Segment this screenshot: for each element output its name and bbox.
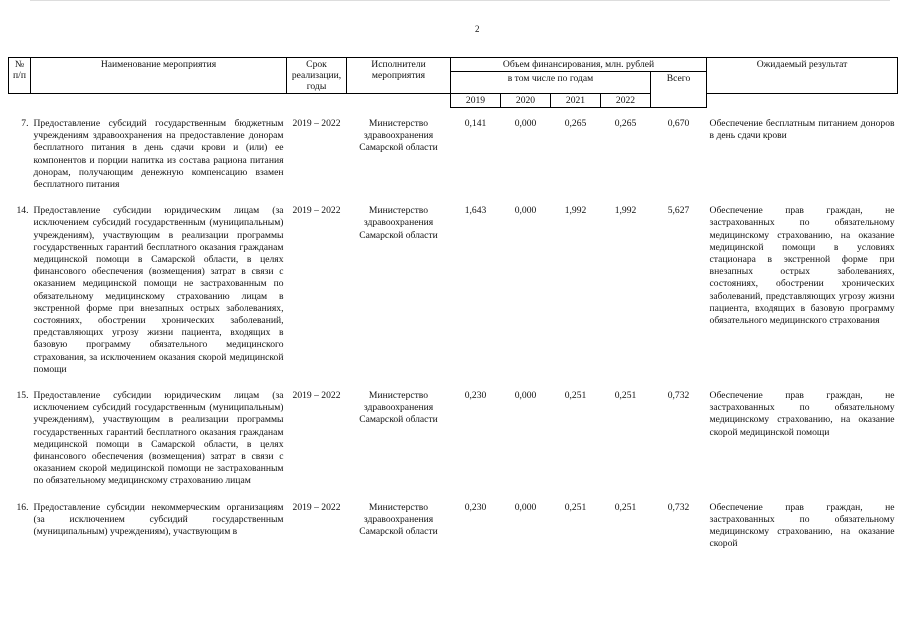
row-2021: 0,251 bbox=[564, 390, 587, 402]
row-2019: 0,230 bbox=[464, 501, 487, 513]
row-total: 0,670 bbox=[667, 118, 690, 129]
row-2019: 0,141 bbox=[464, 118, 487, 129]
header-by-years: в том числе по годам bbox=[451, 72, 651, 94]
row-term: 2019 – 2022 bbox=[292, 205, 341, 217]
header-term: Срок реализации, годы bbox=[287, 58, 347, 94]
header-year-2021: 2021 bbox=[551, 94, 601, 108]
row-result: Обеспечение прав граждан, не застрахованных по обязательному медицинскому страхованию, на оказание медицинской помощи в условиях стационара в экстренной форме при внезапных острых заболеваниях, состояниях, обострении хронических заболеваний, представляющих угрозу жизни пациента, входящих в базовую программу обязательного медицинского страхования bbox=[709, 205, 895, 327]
row-total: 5,627 bbox=[667, 205, 690, 217]
row-result: Обеспечение прав граждан, не застрахованных по обязательному медицинскому страхованию, на оказание скорой bbox=[709, 501, 895, 550]
row-total: 0,732 bbox=[667, 390, 690, 402]
row-term: 2019 – 2022 bbox=[292, 118, 341, 129]
header-funding: Объем финансирования, млн. рублей bbox=[451, 58, 707, 72]
row-term: 2019 – 2022 bbox=[292, 501, 341, 513]
header-year-2019: 2019 bbox=[451, 94, 501, 108]
row-2020: 0,000 bbox=[514, 501, 537, 513]
table-row bbox=[9, 114, 898, 201]
program-table bbox=[8, 57, 898, 561]
table-row bbox=[9, 201, 898, 386]
row-number: 14. bbox=[16, 205, 29, 217]
row-2020: 0,000 bbox=[514, 118, 537, 129]
row-executor: Министерство здравоохранения Самарской области bbox=[359, 118, 438, 154]
header-year-2020: 2020 bbox=[501, 94, 551, 108]
table-row bbox=[9, 498, 898, 561]
header-total: Всего bbox=[651, 72, 707, 108]
row-term: 2019 – 2022 bbox=[292, 390, 341, 402]
page-number: 2 bbox=[475, 24, 480, 34]
row-name: Предоставление субсидий государственным бюджетным учреждениям здравоохранения на предоставление донорам бесплатного питания в день сдачи крови и (или) ее компонентов и порции напитка из состава рациона питания донорам, получающим денежную компенсацию взамен бесплатного питания bbox=[33, 118, 284, 191]
row-executor: Министерство здравоохранения Самарской области bbox=[359, 501, 438, 538]
header-result: Ожидаемый результат bbox=[707, 58, 898, 94]
row-2021: 0,251 bbox=[564, 501, 587, 513]
row-2020: 0,000 bbox=[514, 205, 537, 217]
row-result: Обеспечение бесплатным питанием доноров в день сдачи крови bbox=[709, 118, 895, 142]
header-year-2022: 2022 bbox=[601, 94, 651, 108]
header-name: Наименование мероприятия bbox=[31, 58, 287, 94]
row-number: 7. bbox=[21, 118, 29, 129]
row-2021: 0,265 bbox=[564, 118, 587, 129]
row-2020: 0,000 bbox=[514, 390, 537, 402]
header-no: № п/п bbox=[9, 58, 31, 94]
row-executor: Министерство здравоохранения Самарской области bbox=[359, 205, 438, 241]
row-2022: 0,251 bbox=[614, 501, 637, 513]
top-rule bbox=[30, 0, 890, 1]
row-2019: 0,230 bbox=[464, 390, 487, 402]
header-executors: Исполнители мероприятия bbox=[347, 58, 451, 94]
row-number: 16. bbox=[16, 501, 29, 513]
row-2022: 1,992 bbox=[614, 205, 637, 217]
row-total: 0,732 bbox=[667, 501, 690, 513]
row-name: Предоставление субсидии юридическим лицам (за исключением субсидий государственным (муниципальным) учреждениям), участвующим в реализации программы государственных гарантий бесплатного оказания гражданам медицинской помощи в Самарской области, в целях финансового обеспечения (возмещения) затрат в связи с оказанием скорой медицинской помощи не застрахованным по обязательному медицинскому страхованию лицам bbox=[33, 390, 284, 487]
table-header bbox=[9, 58, 898, 108]
row-number: 15. bbox=[16, 390, 29, 402]
row-2022: 0,251 bbox=[614, 390, 637, 402]
row-name: Предоставление субсидии некоммерческим организациям (за исключением субсидий государственным (муниципальным) учреждениям), участвующим в bbox=[33, 501, 284, 538]
row-2019: 1,643 bbox=[464, 205, 487, 217]
row-result: Обеспечение прав граждан, не застрахованных по обязательному медицинскому страхованию, на оказание скорой медицинской помощи bbox=[709, 390, 895, 438]
row-executor: Министерство здравоохранения Самарской области bbox=[359, 390, 438, 426]
row-2022: 0,265 bbox=[614, 118, 637, 129]
row-name: Предоставление субсидии юридическим лицам (за исключением субсидий государственным (муниципальным) учреждениям), участвующим в реализации программы государственных гарантий бесплатного оказания гражданам медицинской помощи в Самарской области, в целях финансового обеспечения (возмещения) затрат в связи с оказанием медицинской помощи не застрахованным по обязательному медицинскому страхованию лицам в экстренной форме при внезапных острых заболеваниях, состояниях, обострении хронических заболеваний, представляющих угрозу жизни пациента, входящих в базовую программу обязательного медицинского страхования, за исключением оказания скорой медицинской помощи bbox=[33, 205, 284, 375]
row-2021: 1,992 bbox=[564, 205, 587, 217]
table-row bbox=[9, 386, 898, 498]
